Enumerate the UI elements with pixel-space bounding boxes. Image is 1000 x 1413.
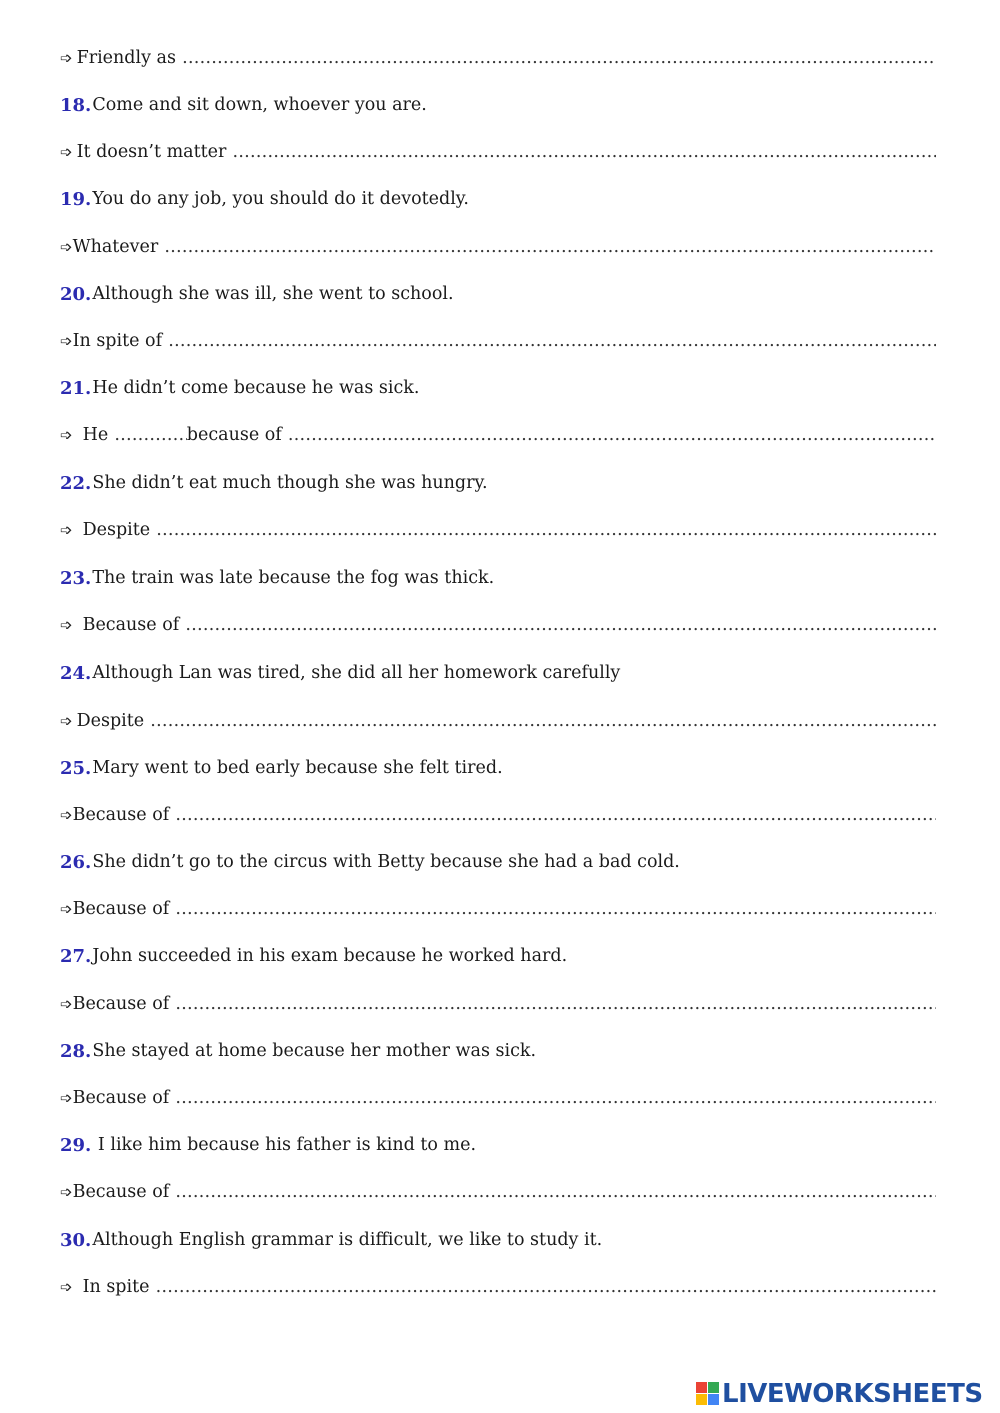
question-27 <box>60 941 936 971</box>
answer-blank[interactable] <box>175 1182 936 1202</box>
answer-line-18[interactable] <box>60 137 936 167</box>
answer-blank[interactable] <box>182 48 936 68</box>
answer-blank[interactable] <box>175 805 936 825</box>
answer-blank[interactable] <box>156 1277 937 1297</box>
answer-prompt: Because of <box>72 899 170 919</box>
question-29 <box>60 1130 936 1160</box>
answer-prompt: Because of <box>72 994 170 1014</box>
answer-line-28[interactable] <box>60 1083 936 1113</box>
question-number: 30. <box>60 1229 92 1251</box>
question-text: She didn’t eat much though she was hungry. <box>92 473 488 493</box>
arrow-icon: ➩ <box>60 1183 73 1201</box>
liveworksheets-logo[interactable] <box>696 1378 983 1410</box>
question-25 <box>60 753 936 783</box>
question-24 <box>60 658 936 688</box>
answer-prompt: Because of <box>72 1088 170 1108</box>
question-number: 27. <box>60 945 92 967</box>
question-text: You do any job, you should do it devotedly. <box>92 189 469 209</box>
question-22 <box>60 468 936 498</box>
question-number: 28. <box>60 1040 92 1062</box>
answer-prompt: Because of <box>82 615 180 635</box>
question-text: She stayed at home because her mother was sick. <box>92 1041 537 1061</box>
answer-line-29[interactable] <box>60 1177 936 1207</box>
answer-line-25[interactable] <box>60 800 936 830</box>
question-19 <box>60 184 936 214</box>
answer-line-30[interactable] <box>60 1272 936 1302</box>
answer-blank-2[interactable] <box>288 425 936 445</box>
answer-prompt: Despite <box>76 711 145 731</box>
liveworksheets-logo-icon <box>696 1382 720 1406</box>
arrow-icon: ➩ <box>60 521 73 539</box>
answer-prompt-middle: because of <box>186 425 282 445</box>
question-number: 22. <box>60 472 92 494</box>
answer-prompt: Friendly as <box>76 48 176 68</box>
answer-blank-1[interactable] <box>114 425 187 445</box>
answer-blank[interactable] <box>156 520 936 540</box>
logo-text: LIVEWORKSHEETS <box>722 1379 983 1409</box>
answer-blank[interactable] <box>150 711 936 731</box>
answer-line-19[interactable] <box>60 232 936 262</box>
question-text: Come and sit down, whoever you are. <box>92 95 427 115</box>
arrow-icon: ➩ <box>60 806 73 824</box>
question-text: Although English grammar is difficult, we like to study it. <box>92 1230 603 1250</box>
question-text: Although Lan was tired, she did all her homework carefully <box>92 663 621 683</box>
question-23 <box>60 563 936 593</box>
answer-line-23[interactable] <box>60 610 936 640</box>
arrow-icon: ➩ <box>60 143 73 161</box>
question-number: 29. <box>60 1134 92 1156</box>
answer-blank[interactable] <box>175 1088 936 1108</box>
answer-blank[interactable] <box>185 615 936 635</box>
answer-line-21[interactable] <box>60 420 936 450</box>
question-text: He didn’t come because he was sick. <box>92 378 420 398</box>
answer-prompt: In spite <box>82 1277 150 1297</box>
arrow-icon: ➩ <box>60 238 73 256</box>
answer-blank[interactable] <box>232 142 936 162</box>
question-18 <box>60 90 936 120</box>
answer-blank[interactable] <box>164 237 936 257</box>
answer-blank[interactable] <box>175 994 936 1014</box>
question-21 <box>60 373 936 403</box>
answer-line-20[interactable] <box>60 326 936 356</box>
arrow-icon: ➩ <box>60 712 73 730</box>
answer-prompt: It doesn’t matter <box>76 142 227 162</box>
question-number: 24. <box>60 662 92 684</box>
question-text: She didn’t go to the circus with Betty because she had a bad cold. <box>92 852 680 872</box>
arrow-icon: ➩ <box>60 900 73 918</box>
arrow-icon: ➩ <box>60 1089 73 1107</box>
answer-line-27[interactable] <box>60 989 936 1019</box>
arrow-icon: ➩ <box>60 995 73 1013</box>
answer-prompt: Whatever <box>72 237 159 257</box>
answer-prompt: Because of <box>72 805 170 825</box>
question-number: 21. <box>60 377 92 399</box>
answer-line-24[interactable] <box>60 706 936 736</box>
answer-prompt: Because of <box>72 1182 170 1202</box>
question-number: 25. <box>60 757 92 779</box>
arrow-icon: ➩ <box>60 1278 73 1296</box>
question-26 <box>60 847 936 877</box>
question-text: Although she was ill, she went to school. <box>92 284 454 304</box>
answer-prompt: In spite of <box>72 331 163 351</box>
answer-blank[interactable] <box>175 899 936 919</box>
answer-prompt: He <box>82 425 109 445</box>
answer-prompt: Despite <box>82 520 151 540</box>
question-text: John succeeded in his exam because he worked hard. <box>92 946 568 966</box>
question-28 <box>60 1036 936 1066</box>
arrow-icon: ➩ <box>60 332 73 350</box>
answer-blank[interactable] <box>168 331 936 351</box>
question-number: 26. <box>60 851 92 873</box>
arrow-icon: ➩ <box>60 616 73 634</box>
answer-line-17[interactable] <box>60 43 936 73</box>
question-text: Mary went to bed early because she felt tired. <box>92 758 503 778</box>
arrow-icon: ➩ <box>60 426 73 444</box>
question-20 <box>60 279 936 309</box>
question-number: 23. <box>60 567 92 589</box>
arrow-icon: ➩ <box>60 49 73 67</box>
question-number: 20. <box>60 283 92 305</box>
question-text: I like him because his father is kind to me. <box>92 1135 477 1155</box>
question-number: 19. <box>60 188 92 210</box>
answer-line-26[interactable] <box>60 894 936 924</box>
question-number: 18. <box>60 94 92 116</box>
question-30 <box>60 1225 936 1255</box>
answer-line-22[interactable] <box>60 515 936 545</box>
question-text: The train was late because the fog was thick. <box>92 568 495 588</box>
